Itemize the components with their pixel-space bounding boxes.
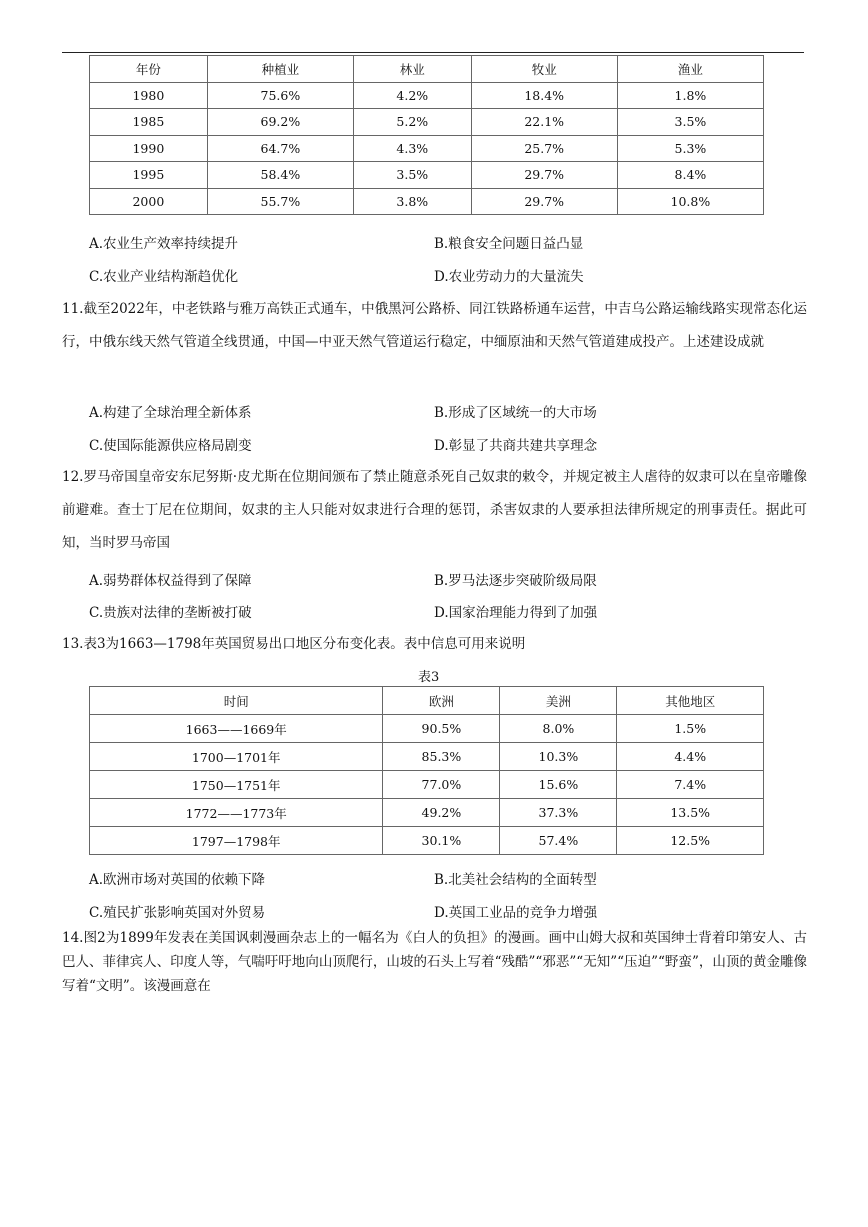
question-13-text: 13.表3为1663—1798年英国贸易出口地区分布变化表。表中信息可用来说明 xyxy=(62,636,526,652)
table-cell: 37.3% xyxy=(500,799,617,827)
table-cell: 57.4% xyxy=(500,827,617,855)
table-header-cell: 美洲 xyxy=(500,687,617,715)
table-cell: 1.5% xyxy=(617,715,764,743)
table-cell: 10.3% xyxy=(500,743,617,771)
table-cell: 1663——1669年 xyxy=(90,715,383,743)
table-cell: 25.7% xyxy=(471,135,617,162)
table-row xyxy=(90,715,764,743)
table-row xyxy=(90,188,764,215)
table-cell: 64.7% xyxy=(207,135,353,162)
table-header-cell: 欧洲 xyxy=(383,687,500,715)
table-cell: 2000 xyxy=(90,188,208,215)
table-header-cell: 其他地区 xyxy=(617,687,764,715)
table-cell: 8.0% xyxy=(500,715,617,743)
q11-option-b[interactable]: B.形成了区域统一的大市场 xyxy=(434,405,597,421)
table-cell: 8.4% xyxy=(617,162,763,189)
table-cell: 90.5% xyxy=(383,715,500,743)
table-cell: 3.8% xyxy=(353,188,471,215)
table-row xyxy=(90,162,764,189)
q10-option-a[interactable]: A.农业生产效率持续提升 xyxy=(89,236,239,252)
table-row xyxy=(90,799,764,827)
table-cell: 1700—1701年 xyxy=(90,743,383,771)
table-header-row xyxy=(90,687,764,715)
table-cell: 1985 xyxy=(90,109,208,136)
table-row xyxy=(90,771,764,799)
table-cell: 1995 xyxy=(90,162,208,189)
question-11-text: 11.截至2022年，中老铁路与雅万高铁正式通车，中俄黑河公路桥、同江铁路桥通车运营，中吉乌公路运输线路实现常态化运行，中俄东线天然气管道全线贯通，中国—中亚天然气管道运行稳定，中缅原油和天然气管道建成投产。上述建设成就 xyxy=(62,301,807,350)
table-cell: 69.2% xyxy=(207,109,353,136)
table-row xyxy=(90,109,764,136)
table-cell: 13.5% xyxy=(617,799,764,827)
question-14-text: 14.图2为1899年发表在美国讽刺漫画杂志上的一幅名为《白人的负担》的漫画。画中山姆大叔和英国绅士背着印第安人、古巴人、菲律宾人、印度人等，气喘吁吁地向山顶爬行，山坡的石头上写着“残酷”“邪恶”“无知”“压迫”“野蛮”，山顶的黄金雕像写着“文明”。该漫画意在 xyxy=(62,930,807,994)
q13-option-d[interactable]: D.英国工业品的竞争力增强 xyxy=(434,905,598,921)
table-cell: 1990 xyxy=(90,135,208,162)
table-cell: 1.8% xyxy=(617,82,763,109)
q12-option-c[interactable]: C.贵族对法律的垄断被打破 xyxy=(89,605,252,621)
table-cell: 29.7% xyxy=(471,188,617,215)
q10-option-c[interactable]: C.农业产业结构渐趋优化 xyxy=(89,269,239,285)
header-rule xyxy=(62,52,804,53)
table-cell: 5.3% xyxy=(617,135,763,162)
q10-option-d[interactable]: D.农业劳动力的大量流失 xyxy=(434,269,584,285)
table-cell: 4.4% xyxy=(617,743,764,771)
uk-export-distribution-table xyxy=(89,686,764,855)
question-12-text: 12.罗马帝国皇帝安东尼努斯·皮尤斯在位期间颁布了禁止随意杀死自己奴隶的敕令，并规定被主人虐待的奴隶可以在皇帝雕像前避难。查士丁尼在位期间，奴隶的主人只能对奴隶进行合理的惩罚，杀害奴隶的人要承担法律所规定的刑事责任。据此可知，当时罗马帝国 xyxy=(62,469,807,551)
table-3-caption: 表3 xyxy=(418,670,440,685)
q12-option-b[interactable]: B.罗马法逐步突破阶级局限 xyxy=(434,573,597,589)
table-row xyxy=(90,827,764,855)
table-header-cell: 牧业 xyxy=(471,56,617,83)
table-cell: 12.5% xyxy=(617,827,764,855)
table-cell: 3.5% xyxy=(353,162,471,189)
table-cell: 1750—1751年 xyxy=(90,771,383,799)
table-header-row xyxy=(90,56,764,83)
q13-option-a[interactable]: A.欧洲市场对英国的依赖下降 xyxy=(89,872,266,888)
q11-option-d[interactable]: D.彰显了共商共建共享理念 xyxy=(434,438,598,454)
table-header-cell: 年份 xyxy=(90,56,208,83)
table-cell: 5.2% xyxy=(353,109,471,136)
table-cell: 1980 xyxy=(90,82,208,109)
table-cell: 22.1% xyxy=(471,109,617,136)
table-cell: 77.0% xyxy=(383,771,500,799)
q13-option-b[interactable]: B.北美社会结构的全面转型 xyxy=(434,872,597,888)
table-cell: 29.7% xyxy=(471,162,617,189)
table-cell: 49.2% xyxy=(383,799,500,827)
table-cell: 1797—1798年 xyxy=(90,827,383,855)
table-cell: 4.3% xyxy=(353,135,471,162)
table-row xyxy=(90,82,764,109)
q13-option-c[interactable]: C.殖民扩张影响英国对外贸易 xyxy=(89,905,266,921)
table-cell: 15.6% xyxy=(500,771,617,799)
q11-option-a[interactable]: A.构建了全球治理全新体系 xyxy=(89,405,252,421)
table-header-cell: 渔业 xyxy=(617,56,763,83)
table-header-cell: 种植业 xyxy=(207,56,353,83)
table-header-cell: 时间 xyxy=(90,687,383,715)
table-cell: 18.4% xyxy=(471,82,617,109)
q12-option-d[interactable]: D.国家治理能力得到了加强 xyxy=(434,605,598,621)
table-cell: 75.6% xyxy=(207,82,353,109)
q10-option-b[interactable]: B.粮食安全问题日益凸显 xyxy=(434,236,584,252)
table-cell: 55.7% xyxy=(207,188,353,215)
table-row xyxy=(90,135,764,162)
table-cell: 1772——1773年 xyxy=(90,799,383,827)
table-cell: 4.2% xyxy=(353,82,471,109)
table-cell: 85.3% xyxy=(383,743,500,771)
table-cell: 30.1% xyxy=(383,827,500,855)
table-cell: 10.8% xyxy=(617,188,763,215)
table-cell: 3.5% xyxy=(617,109,763,136)
table-row xyxy=(90,743,764,771)
table-cell: 7.4% xyxy=(617,771,764,799)
q12-option-a[interactable]: A.弱势群体权益得到了保障 xyxy=(89,573,252,589)
agriculture-structure-table xyxy=(89,55,764,215)
q11-option-c[interactable]: C.使国际能源供应格局剧变 xyxy=(89,438,252,454)
table-cell: 58.4% xyxy=(207,162,353,189)
table-header-cell: 林业 xyxy=(353,56,471,83)
